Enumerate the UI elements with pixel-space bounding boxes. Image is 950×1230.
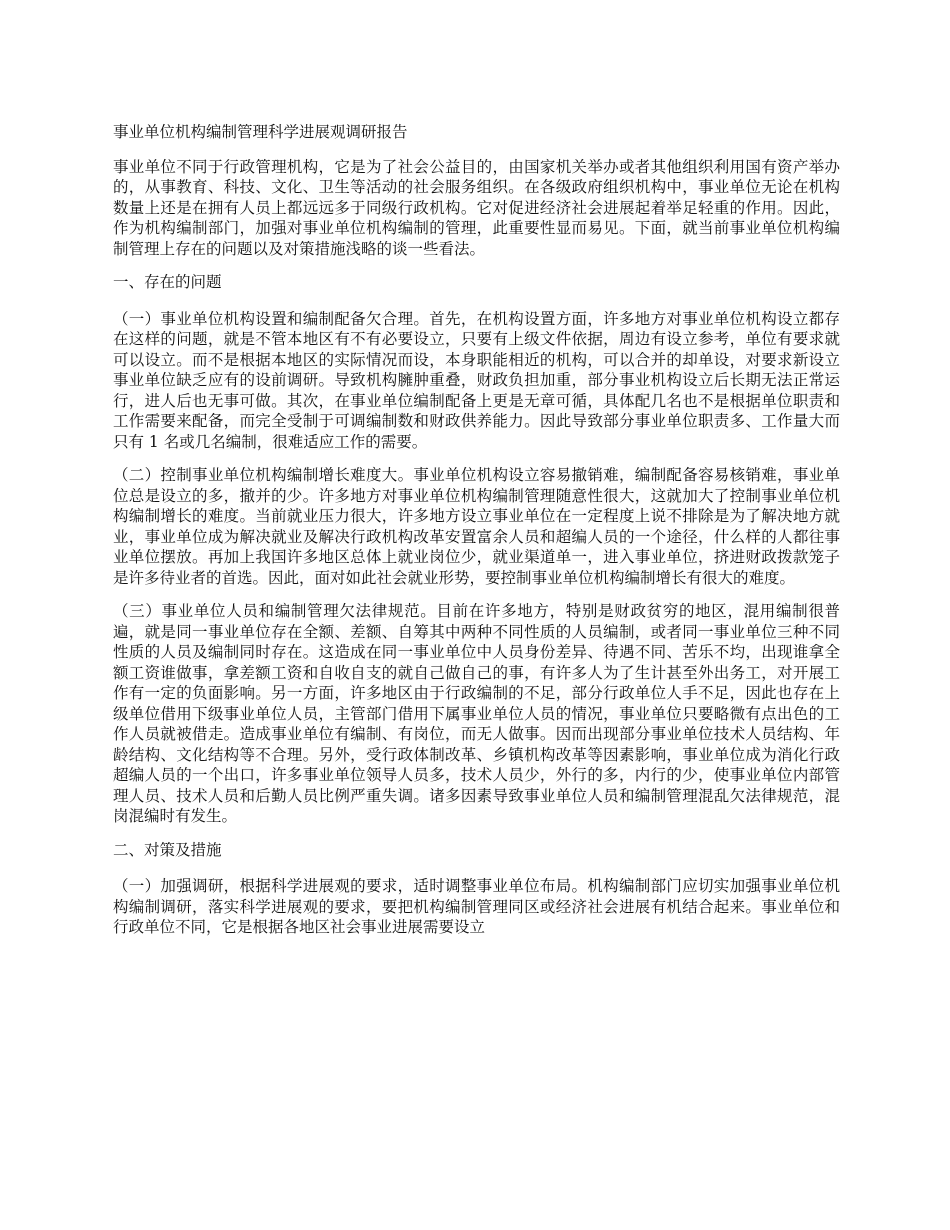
paragraph-problem-3: （三）事业单位人员和编制管理欠法律规范。目前在许多地方，特别是财政贫穷的地区，混用编制很普遍，就是同一事业单位存在全额、差额、自筹其中两种不同性质的人员编制，或者同一事业单位三种不同性质的人员及编制同时存在。这造成在同一事业单位中人员身份差异、待遇不同、苦乐不均，出现谁拿全额工资谁做事，拿差额工资和自收自支的就自己做自己的事，有许多人为了生计甚至外出务工，对开展工作有一定的负面影响。另一方面，许多地区由于行政编制的不足，部分行政单位人手不足，因此也存在上级单位借用下级事业单位人员，主管部门借用下属事业单位人员的情况，事业单位只要略微有点出色的工作人员就被借走。造成事业单位有编制、有岗位，而无人做事。因而出现部分事业单位技术人员结构、年龄结构、文化结构等不合理。另外，受行政体制改革、乡镇机构改革等因素影响，事业单位成为消化行政超编人员的一个出口，许多事业单位领导人员多，技术人员少，外行的多，内行的少，使事业单位内部管理人员、技术人员和后勤人员比例严重失调。诸多因素导致事业单位人员和编制管理混乱欠法律规范，混岗混编时有发生。: [113, 602, 840, 825]
section-heading-measures: 二、对策及措施: [113, 840, 222, 859]
section-heading-problems: 一、存在的问题: [113, 273, 222, 291]
paragraph-problem-2: （二）控制事业单位机构编制增长难度大。事业单位机构设立容易撤销难，编制配备容易核销难，事业单位总是设立的多，撤并的少。许多地方对事业单位机构编制管理随意性很大，这就加大了控制事业单位机构编制增长的难度。当前就业压力很大，许多地方设立事业单位在一定程度上说不排除是为了解决地方就业，事业单位成为解决就业及解决行政机构改革安置富余人员和超编人员的一个途径，什么样的人都往事业单位摆放。再加上我国许多地区总体上就业岗位少，就业渠道单一，进入事业单位，挤进财政拨款笼子是许多待业者的首选。因此，面对如此社会就业形势，要控制事业单位机构编制增长有很大的难度。: [113, 466, 840, 587]
intro-paragraph: 事业单位不同于行政管理机构，它是为了社会公益目的，由国家机关举办或者其他组织利用国有资产举办的，从事教育、科技、文化、卫生等活动的社会服务组织。在各级政府组织机构中，事业单位无论在机构数量上还是在拥有人员上都远远多于同级行政机构。它对促进经济社会进展起着举足轻重的作用。因此，作为机构编制部门，加强对事业单位机构编制的管理，此重要性显而易见。下面，就当前事业单位机构编制管理上存在的问题以及对策措施浅略的谈一些看法。: [113, 157, 840, 258]
paragraph-measure-1: （一）加强调研，根据科学进展观的要求，适时调整事业单位布局。机构编制部门应切实加强事业单位机构编制调研，落实科学进展观的要求，要把机构编制管理同区或经济社会进展有机结合起来。事业单位和行政单位不同，它是根据各地区社会事业进展需要设立: [113, 877, 840, 936]
document-page: [113, 122, 840, 951]
paragraph-problem-1: （一）事业单位机构设置和编制配备欠合理。首先，在机构设置方面，许多地方对事业单位机构设立都存在这样的问题，就是不管本地区有不有必要设立，只要有上级文件依据，周边有设立参考，单位有要求就可以设立。而不是根据本地区的实际情况而设，本身职能相近的机构，可以合并的却单设，对要求新设立事业单位缺乏应有的设前调研。导致机构臃肿重叠，财政负担加重，部分事业机构设立后长期无法正常运行，进人后也无事可做。其次，在事业单位编制配备上更是无章可循，具体配几名也不是根据单位职责和工作需要来配备，而完全受制于可调编制数和财政供养能力。因此导致部分事业单位职责多、工作量大而只有 1 名或几名编制，很难适应工作的需要。: [113, 309, 840, 451]
document-title: 事业单位机构编制管理科学进展观调研报告: [113, 123, 408, 141]
